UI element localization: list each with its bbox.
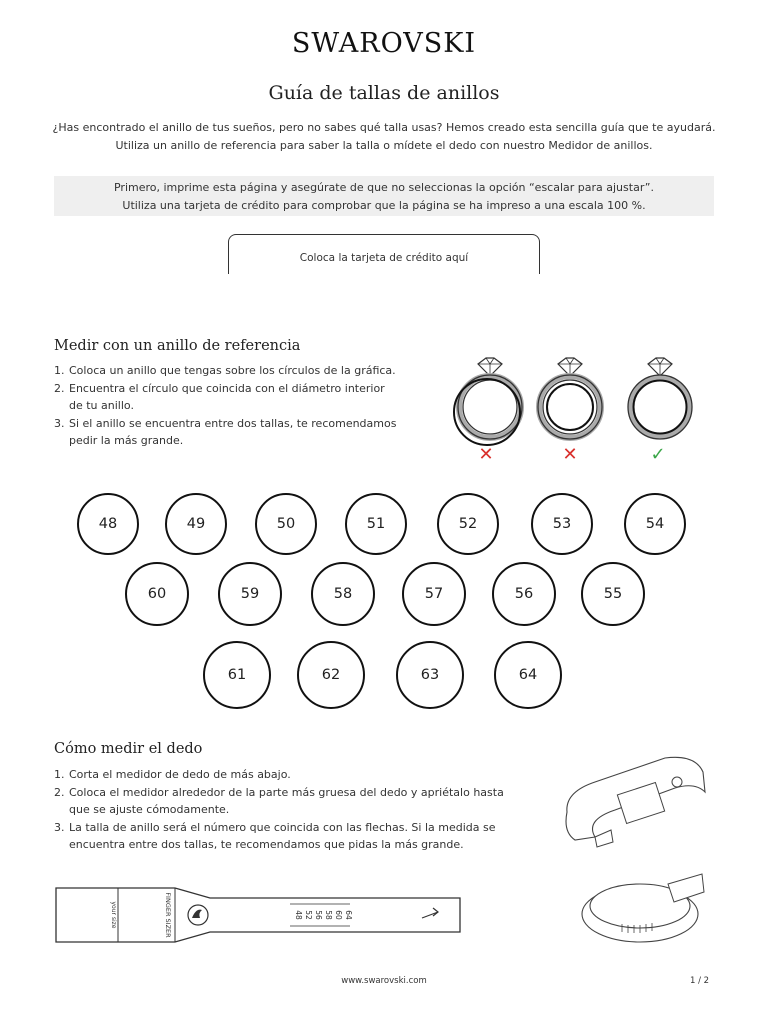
finger-sizer-label: FINGER SIZER [164,892,172,938]
list-item: 2. Coloca el medidor alrededor de la parte más gruesa del dedo y apriétalo hasta que se ajuste cómodamente. [54,785,504,816]
scale-label: 60 [334,910,343,920]
ring-size-circle: 52 [437,493,499,555]
ring-size-circle: 58 [311,562,375,626]
sizer-wrap-illustration-open [555,752,715,852]
list-item: 2. Encuentra el círculo que coincida con el diámetro interior de tu anillo. [54,381,385,412]
diamond-ring-icon [538,358,602,439]
credit-card-label: Coloca la tarjeta de crédito aquí [299,252,469,264]
ring-size-circle: 63 [396,641,464,709]
print-note-line: Primero, imprime esta página y asegúrate de que no seleccionas la opción “escalar para ajustar”. [113,181,654,194]
sizer-wrap-illustration-closed [570,862,720,957]
credit-card-area [228,234,540,274]
wrong-fit-mark: ✕ [562,444,578,465]
ring-fit-illustration [440,350,700,470]
ring-size-circle: 50 [255,493,317,555]
ring-size-circle: 54 [624,493,686,555]
scale-label: 52 [304,910,313,920]
print-note-line: Utiliza una tarjeta de crédito para comprobar que la página se ha impreso a una escala 100 %. [122,199,646,212]
finger-sizer-strip [50,880,470,950]
finger-steps [54,766,524,854]
intro-line: ¿Has encontrado el anillo de tus sueños, pero no sabes qué talla usas? Hemos creado esta sencilla guía que te ayudará. [52,121,716,134]
ring-size-circle: 59 [218,562,282,626]
section-heading-finger: Cómo medir el dedo [54,741,203,757]
diamond-ring-icon [628,358,692,439]
section-heading-reference-ring: Medir con un anillo de referencia [54,338,301,354]
intro-text [40,119,728,155]
ring-size-circle: 62 [297,641,365,709]
brand-logo: SWAROVSKI [291,28,477,59]
diamond-ring-icon [454,358,522,445]
ring-size-circle: 48 [77,493,139,555]
list-item: 3. Si el anillo se encuentra entre dos tallas, te recomendamos pedir la más grande. [54,416,397,447]
ring-size-circle: 64 [494,641,562,709]
scale-label: 64 [344,910,353,920]
wrong-fit-mark: ✕ [478,444,494,465]
ring-size-circle: 56 [492,562,556,626]
ring-size-circle: 53 [531,493,593,555]
correct-fit-mark: ✓ [650,444,666,465]
ring-size-circle: 60 [125,562,189,626]
scale-label: 56 [314,910,323,920]
page-number: 1 / 2 [690,976,710,986]
scale-label: 48 [294,910,303,920]
print-note [54,176,714,216]
ring-size-circle: 49 [165,493,227,555]
page-title: Guía de tallas de anillos [268,82,500,104]
footer-url: www.swarovski.com [341,976,427,986]
scale-label: 58 [324,910,333,920]
ring-size-circle: 55 [581,562,645,626]
ring-size-circle: 57 [402,562,466,626]
intro-line: Utiliza un anillo de referencia para saber la talla o mídete el dedo con nuestro Medidor de anillos. [115,139,653,152]
reference-ring-steps [54,362,414,450]
your-size-label: your size [110,901,117,929]
list-item: 1. Corta el medidor de dedo de más abajo. [54,768,291,781]
list-item: 3. La talla de anillo será el número que coincida con las flechas. Si la medida se encuentra entre dos tallas, te recomendamos que pidas la más grande. [54,820,496,851]
ring-size-circle: 51 [345,493,407,555]
list-item: 1. Coloca un anillo que tengas sobre los círculos de la gráfica. [54,364,396,377]
ring-size-circle: 61 [203,641,271,709]
